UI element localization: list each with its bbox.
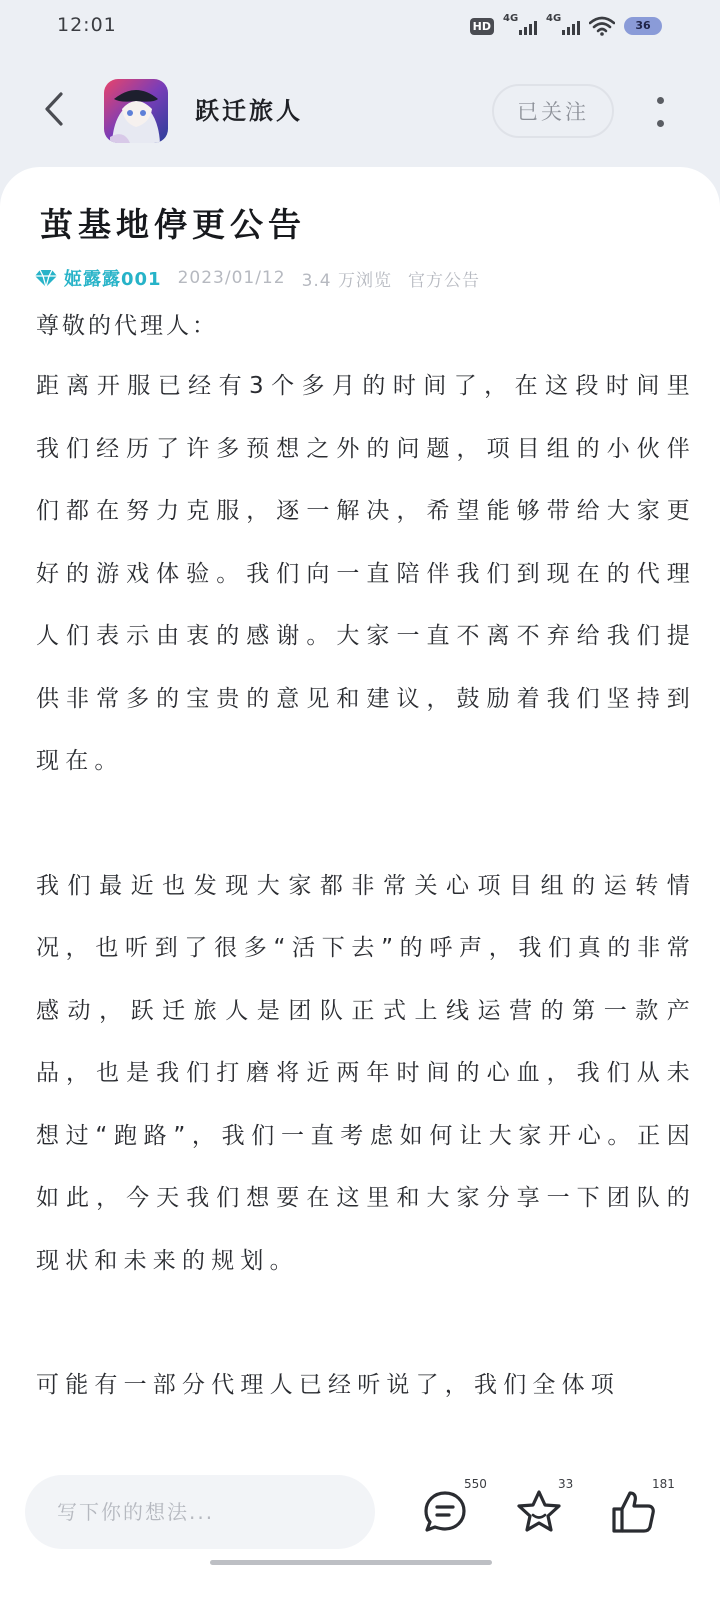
like-button[interactable] [608, 1477, 675, 1537]
comment-count: 550 [464, 1477, 487, 1491]
game-avatar[interactable] [104, 79, 168, 143]
comment-icon [420, 1487, 470, 1537]
post-date: 2023/01/12 [177, 268, 286, 288]
status-icons [470, 15, 662, 37]
game-avatar-image [104, 79, 168, 143]
article-title: 茧基地停更公告 [40, 205, 306, 244]
battery-icon: 36 [624, 17, 662, 35]
follow-button[interactable]: 已关注 [492, 84, 614, 138]
home-indicator[interactable] [210, 1560, 492, 1565]
article-card [0, 167, 720, 1487]
article-paragraph: 我们最近也发现大家都非常关心项目组的运转情况，也听到了很多“活下去”的呼声，我们真的非常感动，跃迁旅人是团队正式上线运营的第一款产品，也是我们打磨将近两年时间的心血，我们从未想过“跑路”，我们一直考虑如何让大家开心。正因如此，今天我们想要在这里和大家分享一下团队的现状和未来的规划。 [36, 872, 696, 1274]
favorite-button[interactable] [514, 1477, 574, 1537]
view-count: 3.4 万浏览 [301, 270, 393, 291]
signal-icon [503, 15, 537, 37]
thumbs-up-icon [608, 1487, 658, 1537]
network-label: 4G [503, 13, 519, 24]
signal-icon [546, 15, 580, 37]
network-label: 4G [546, 13, 562, 24]
article-meta [34, 263, 496, 293]
more-dot [657, 97, 664, 104]
article-paragraph: 距离开服已经有3个多月的时间了，在这段时间里我们经历了许多预想之外的问题，项目组的小伙伴们都在努力克服，逐一解决，希望能够带给大家更好的游戏体验。我们向一直陪伴我们到现在的代理人们表示由衷的感谢。大家一直不离不弃给我们提供非常多的宝贵的意见和建议，鼓励着我们坚持到现在。 [36, 373, 696, 774]
comment-button[interactable] [420, 1477, 487, 1537]
back-button[interactable] [34, 86, 74, 132]
post-category: 官方公告 [408, 270, 481, 291]
chevron-left-icon [42, 91, 66, 127]
status-time: 12:01 [57, 14, 117, 36]
header-title: 跃迁旅人 [195, 97, 303, 125]
like-count: 181 [652, 1477, 675, 1491]
more-button[interactable] [648, 92, 672, 132]
favorite-count: 33 [558, 1477, 574, 1491]
header [0, 56, 720, 166]
article-body [36, 305, 696, 1417]
article-greeting: 尊敬的代理人： [36, 313, 218, 339]
bottom-action-bar [0, 1457, 720, 1605]
author-name[interactable]: 姬露露001 [64, 269, 162, 290]
more-dot [657, 120, 664, 127]
article-paragraph: 可能有一部分代理人已经听说了，我们全体项 [36, 1372, 620, 1398]
status-bar [0, 0, 720, 56]
comment-input[interactable] [25, 1475, 375, 1549]
wifi-icon [589, 16, 615, 36]
hd-icon: HD [470, 18, 494, 35]
diamond-icon [34, 268, 58, 288]
star-icon [514, 1487, 564, 1537]
